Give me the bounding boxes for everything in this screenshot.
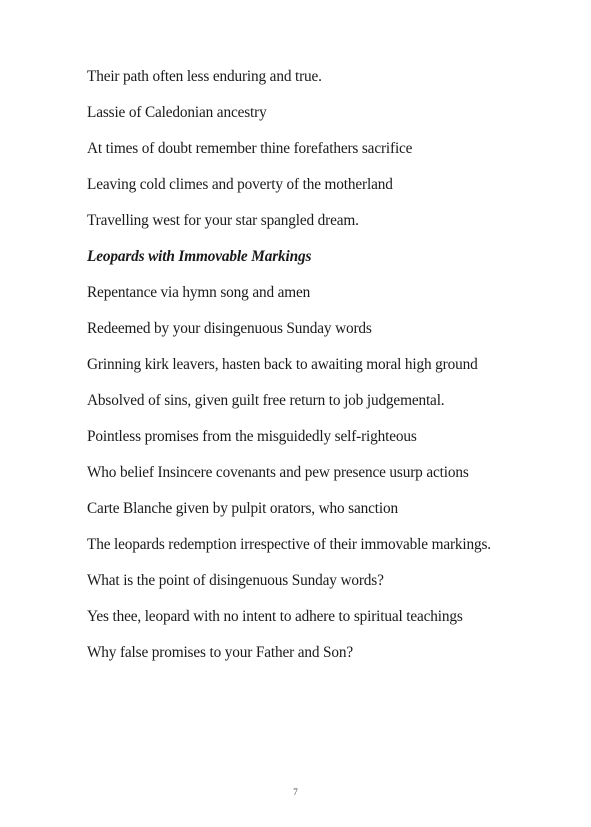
poem-line: The leopards redemption irrespective of their immovable markings. xyxy=(87,536,491,553)
poem-body xyxy=(87,66,503,678)
page-number: 7 xyxy=(293,787,298,797)
poem-line: Who belief Insincere covenants and pew presence usurp actions xyxy=(87,464,469,481)
poem-line: Why false promises to your Father and Son? xyxy=(87,644,354,661)
poem-line: Travelling west for your star spangled dream. xyxy=(87,212,359,229)
poem-line: At times of doubt remember thine forefathers sacrifice xyxy=(87,140,413,157)
poem-line: Repentance via hymn song and amen xyxy=(87,284,311,301)
poem-title: Leopards with Immovable Markings xyxy=(87,248,312,265)
poem-line: Redeemed by your disingenuous Sunday words xyxy=(87,320,372,337)
poem-line: Pointless promises from the misguidedly self-righteous xyxy=(87,428,417,445)
poem-line: Carte Blanche given by pulpit orators, who sanction xyxy=(87,500,398,517)
poem-line: Their path often less enduring and true. xyxy=(87,68,322,85)
poem-line: Lassie of Caledonian ancestry xyxy=(87,104,267,121)
poem-line: What is the point of disingenuous Sunday words? xyxy=(87,572,384,589)
poem-line: Leaving cold climes and poverty of the motherland xyxy=(87,176,393,193)
poem-line: Absolved of sins, given guilt free return to job judgemental. xyxy=(87,392,445,409)
poem-line: Yes thee, leopard with no intent to adhere to spiritual teachings xyxy=(87,608,463,625)
poem-line: Grinning kirk leavers, hasten back to awaiting moral high ground xyxy=(87,356,478,373)
